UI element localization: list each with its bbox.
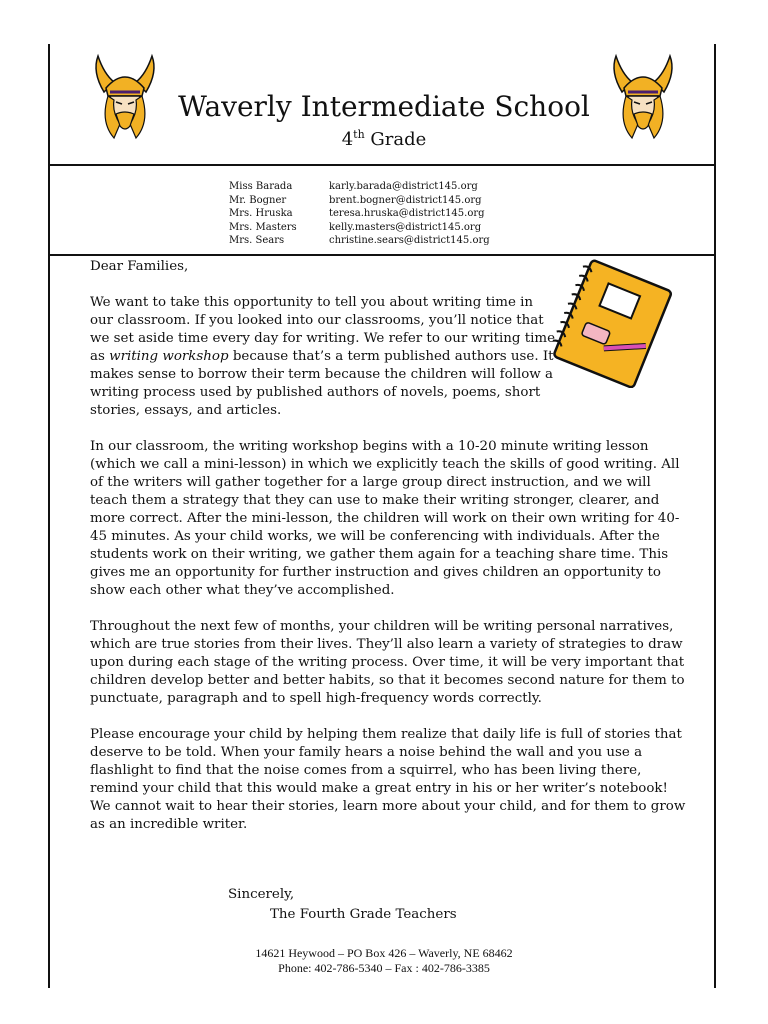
paragraph-encouragement: Please encourage your child by helping them realize that daily life is full of stories that deserve to be told. When your family hears a noise behind the wall and you use a flashlight to find that the noise comes from a squirrel, who has been living there, remind your child that this would make a great entry in his or her writer’s notebook! We cannot wait to hear their stories, learn more about your child, and for them to grow as an incredible writer. [90, 727, 686, 832]
paragraph-narratives: Throughout the next few of months, your children will be writing personal narratives, which are true stories from their lives. They’ll also learn a variety of strategies to draw upon during each stage of the writing process. Over time, it will be very important that children develop better and better habits, so that it becomes second nature for them to punctuate, paragraph and to spell high-frequency words correctly. [90, 619, 685, 706]
staff-email[interactable]: christine.sears@district145.org [329, 235, 490, 247]
staff-email[interactable]: brent.bogner@district145.org [329, 194, 482, 206]
letter-body [90, 258, 690, 852]
staff-name: Miss Barada [229, 181, 293, 192]
signature: The Fourth Grade Teachers [270, 907, 457, 922]
staff-row [229, 180, 490, 194]
footer-phone: Phone: 402-786-5340 – Fax : 402-786-3385 [278, 961, 490, 975]
staff-row [229, 221, 490, 235]
staff-row [229, 194, 490, 208]
paragraph-intro-part: We want to take this opportunity to tell you about writing time in our classroom. If you looked into our classrooms, you’ll notice that we set aside time every day for writing. We refer to our writing time as [90, 295, 556, 364]
paragraph-intro-part: because that’s a term published authors use. It makes sense to borrow their term because the children will follow a writing process used by published authors of novels, poems, short stories, essays, and articles. [90, 349, 554, 418]
right-border-rule [714, 44, 716, 988]
staff-directory [229, 180, 490, 248]
writing-workshop-term: writing workshop [109, 349, 229, 364]
staff-row [229, 234, 490, 248]
paragraph-workshop: In our classroom, the writing workshop begins with a 10-20 minute writing lesson (which we call a mini-lesson) in which we explicitly teach the skills of good writing. All of the writers will gather together for a large group direct instruction, and we will teach them a strategy that they can use to make their writing stronger, clearer, and more correct. After the mini-lesson, the children will work on their own writing for 40-45 minutes. As your child works, we will be conferencing with individuals. After the students work on their writing, we gather them again for a teaching share time. This gives me an opportunity for further instruction and gives children an opportunity to show each other what they’ve accomplished. [90, 439, 680, 598]
staff-name: Mrs. Hruska [229, 208, 293, 220]
grade-number: 4 [341, 129, 354, 150]
school-title: Waverly Intermediate School [178, 90, 590, 123]
staff-name: Mrs. Sears [229, 235, 285, 247]
signature-block [228, 885, 457, 925]
paragraph-intro [90, 294, 560, 420]
grade-heading [0, 128, 768, 150]
staff-email[interactable]: karly.barada@district145.org [329, 181, 478, 192]
staff-divider [48, 254, 716, 256]
staff-name: Mr. Bogner [229, 194, 287, 206]
grade-word: Grade [370, 129, 427, 150]
footer [0, 946, 768, 976]
staff-email[interactable]: kelly.masters@district145.org [329, 221, 482, 233]
left-border-rule [48, 44, 50, 988]
letter-greeting: Dear Families, [90, 259, 189, 274]
header-divider [48, 164, 716, 166]
grade-suffix: th [353, 128, 365, 141]
closing: Sincerely, [228, 887, 295, 902]
footer-address: 14621 Heywood – PO Box 426 – Waverly, NE 68462 [255, 946, 513, 960]
staff-name: Mrs. Masters [229, 221, 297, 233]
staff-row [229, 207, 490, 221]
staff-email[interactable]: teresa.hruska@district145.org [329, 208, 485, 220]
